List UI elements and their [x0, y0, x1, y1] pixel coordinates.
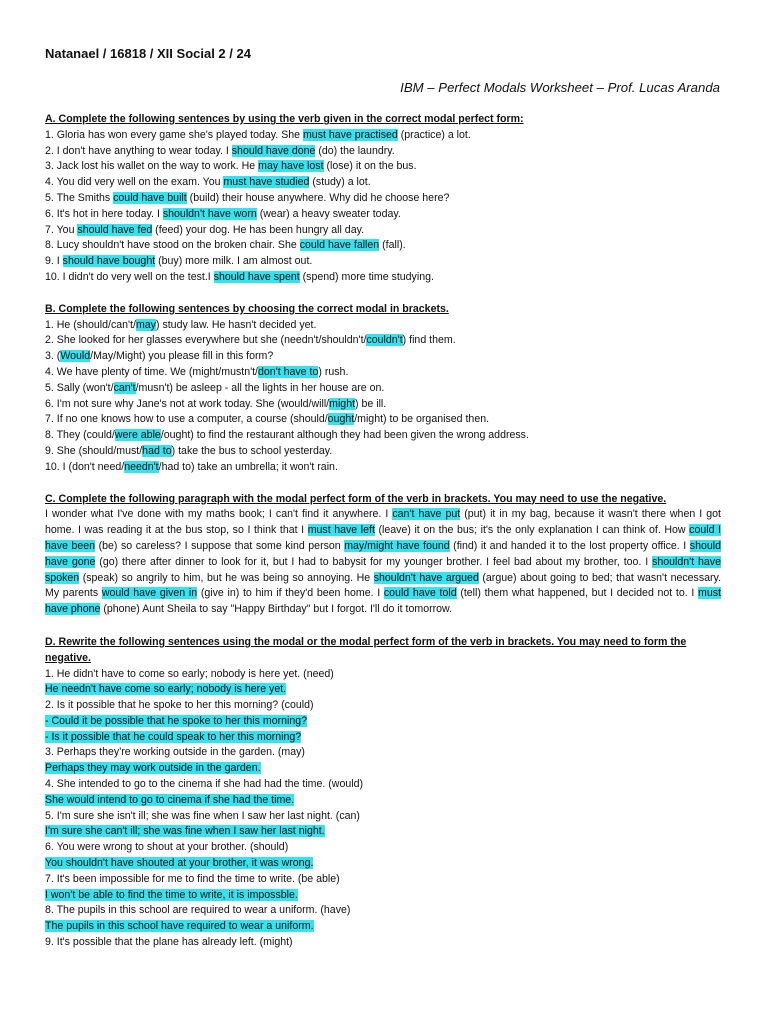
worksheet-title: IBM – Perfect Modals Worksheet – Prof. Lucas Aranda [400, 80, 720, 95]
section-b-items [45, 318, 721, 476]
highlighted-answer: could have told [383, 587, 457, 600]
sentence-text: (be) so careless? I suppose that some kind person [95, 539, 345, 552]
sentence-text: (wear) a heavy sweater today. [256, 207, 401, 220]
section-a [45, 112, 721, 286]
section-b-heading: B. Complete the following sentences by choosing the correct modal in brackets. [45, 302, 449, 315]
sentence-text: 1. He (should/can't/ [45, 318, 136, 331]
sentence-text: 4. You did very well on the exam. You [45, 176, 224, 189]
list-item [45, 349, 721, 365]
list-item [45, 159, 721, 175]
sentence-text: 9. I [45, 255, 63, 268]
highlighted-answer: may have lost [258, 160, 324, 173]
sentence-text: ) be ill. [355, 397, 387, 410]
list-item [45, 381, 721, 397]
list-item [45, 809, 721, 825]
highlighted-answer: must have studied [223, 176, 310, 189]
sentence-text: 4. We have plenty of time. We (might/mustn't/ [45, 365, 259, 378]
highlighted-answer: I'm sure she can't ill; she was fine when I saw her last night. [45, 825, 325, 838]
sentence-text: (tell) them what happened, but I decided not to. I [456, 587, 699, 600]
highlighted-answer: must have phone [45, 587, 722, 616]
sentence-text: (find) it and handed it to the lost property office. I [449, 539, 690, 552]
sentence-text: 5. Sally (won't/ [45, 381, 114, 394]
sentence-text: 2. I don't have anything to wear today. I [45, 144, 232, 157]
highlighted-answer: don't have to [258, 365, 319, 378]
sentence-text: 8. Lucy shouldn't have stood on the broken chair. She [45, 239, 300, 252]
sentence-text: (feed) your dog. He has been hungry all day. [152, 223, 365, 236]
list-item [45, 223, 721, 239]
highlighted-answer: had to [142, 444, 172, 457]
highlighted-answer: - Could it be possible that he spoke to her this morning? [45, 714, 308, 727]
sentence-text: (buy) more milk. I am almost out. [155, 255, 313, 268]
list-item [45, 333, 721, 349]
list-item [45, 777, 721, 793]
list-item [45, 714, 721, 730]
section-d-items [45, 667, 721, 951]
sentence-text: 10. I (don't need/ [45, 460, 125, 473]
highlighted-answer: Perhaps they may work outside in the garden. [45, 762, 261, 775]
sentence-text: 1. He didn't have to come so early; nobody is here yet. (need) [45, 667, 334, 680]
sentence-text: (put) it in my bag, because it wasn't there when I got home. I was reading it at the bus stop, so I think that I [45, 508, 721, 537]
sentence-text: (practice) a lot. [397, 128, 471, 141]
list-item [45, 919, 721, 935]
highlighted-answer: needn't [124, 460, 159, 473]
highlighted-answer: can't have put [392, 508, 461, 521]
sentence-text: 5. The Smiths [45, 191, 114, 204]
sentence-text: (argue) about going to bed; that wasn't necessary. My parents [45, 571, 722, 600]
sentence-text: (phone) Aunt Sheila to say "Happy Birthday" but I forgot. I'll do it tomorrow. [100, 603, 453, 616]
sentence-text: 10. I didn't do very well on the test.I [45, 270, 214, 283]
sentence-text: (lose) it on the bus. [323, 160, 417, 173]
list-item [45, 365, 721, 381]
highlighted-answer: should have fed [77, 223, 153, 236]
sentence-text: 4. She intended to go to the cinema if she had had the time. (would) [45, 778, 364, 791]
list-item [45, 397, 721, 413]
highlighted-answer: may/might have found [344, 539, 450, 552]
sentence-text: 6. You were wrong to shout at your brother. (should) [45, 841, 289, 854]
sentence-text: /May/Might) you please fill in this form? [90, 350, 274, 363]
section-c-heading: C. Complete the following paragraph with the modal perfect form of the verb in brackets. You may need to use the negative. [45, 492, 667, 505]
list-item [45, 428, 721, 444]
sentence-text: (do) the laundry. [315, 144, 395, 157]
sentence-text: /had to) take an umbrella; it won't rain. [158, 460, 338, 473]
list-item [45, 128, 721, 144]
sentence-text: 2. Is it possible that he spoke to her this morning? (could) [45, 699, 314, 712]
list-item [45, 730, 721, 746]
section-b [45, 302, 721, 476]
highlighted-answer: must have practised [302, 128, 398, 141]
highlighted-answer: The pupils in this school have required to wear a uniform. [45, 920, 314, 933]
sentence-text: 6. I'm not sure why Jane's not at work today. She (would/will/ [45, 397, 330, 410]
highlighted-answer: should have gone [45, 539, 721, 568]
section-d [45, 635, 721, 951]
sentence-text: 8. They (could/ [45, 429, 115, 442]
sentence-text: (go) there after dinner to look for it, but I had to babysit for my younger brother. I feel bad about my brother, too. I [95, 555, 653, 568]
sentence-text: /ought) to find the restaurant although they had been given the wrong address. [160, 429, 529, 442]
sentence-text: 7. It's been impossible for me to find the time to write. (be able) [45, 872, 340, 885]
highlighted-answer: might [329, 397, 356, 410]
highlighted-answer: You shouldn't have shouted at your brother, it was wrong. [45, 857, 314, 870]
sentence-text: 3. Perhaps they're working outside in the garden. (may) [45, 746, 305, 759]
highlighted-answer: He needn't have come so early; nobody is here yet. [45, 683, 287, 696]
highlighted-answer: couldn't [366, 334, 403, 347]
highlighted-answer: I won't be able to find the time to write, it is impossble. [45, 888, 298, 901]
sentence-text: (spend) more time studying. [299, 270, 434, 283]
sentence-text: ) find them. [402, 334, 456, 347]
worksheet-content [45, 112, 721, 951]
list-item [45, 824, 721, 840]
list-item [45, 840, 721, 856]
section-a-heading: A. Complete the following sentences by using the verb given in the correct modal perfect form: [45, 113, 524, 125]
sentence-text: 2. She looked for her glasses everywhere but she (needn't/shouldn't/ [45, 334, 367, 347]
sentence-text: ) rush. [318, 365, 349, 378]
highlighted-answer: - Is it possible that he could speak to her this morning? [45, 730, 302, 743]
sentence-text: 5. I'm sure she isn't ill; she was fine when I saw her last night. (can) [45, 809, 360, 822]
list-item [45, 270, 721, 286]
highlighted-answer: Would [60, 350, 91, 363]
sentence-text: (fall). [379, 239, 406, 252]
section-d-heading: D. Rewrite the following sentences using the modal or the modal perfect form of the verb in brackets. You may need to form the negative. [45, 635, 687, 664]
highlighted-answer: She would intend to go to cinema if she had the time. [45, 793, 295, 806]
sentence-text: (speak) so angrily to him, but he was being so annoying. He [79, 571, 374, 584]
section-c [45, 492, 721, 618]
highlighted-answer: should have bought [62, 255, 156, 268]
sentence-text: I wonder what I've done with my maths book; I can't find it anywhere. I [45, 508, 393, 521]
list-item [45, 318, 721, 334]
list-item [45, 254, 721, 270]
sentence-text: 9. She (should/must/ [45, 444, 143, 457]
sentence-text: (give in) to him if they'd been home. I [197, 587, 384, 600]
list-item [45, 761, 721, 777]
list-item [45, 412, 721, 428]
sentence-text: (build) their house anywhere. Why did he choose here? [186, 191, 450, 204]
sentence-text: 6. It's hot in here today. I [45, 207, 163, 220]
section-c-paragraph [45, 507, 721, 618]
highlighted-answer: shouldn't have argued [373, 571, 479, 584]
sentence-text: /musn't) be asleep - all the lights in her house are on. [135, 381, 385, 394]
list-item [45, 207, 721, 223]
list-item [45, 888, 721, 904]
highlighted-answer: could have fallen [299, 239, 380, 252]
list-item [45, 144, 721, 160]
sentence-text: 7. If no one knows how to use a computer, a course (should/ [45, 413, 328, 426]
list-item [45, 872, 721, 888]
list-item [45, 903, 721, 919]
list-item [45, 856, 721, 872]
highlighted-answer: shouldn't have worn [162, 207, 257, 220]
list-item [45, 745, 721, 761]
highlighted-answer: ought [327, 413, 355, 426]
sentence-text: ) study law. He hasn't decided yet. [155, 318, 317, 331]
list-item [45, 191, 721, 207]
highlighted-answer: could I have been [45, 524, 721, 552]
sentence-text: (leave) it on the bus; it's the only explanation I can think of. How [374, 524, 690, 537]
highlighted-answer: must have left [307, 524, 375, 537]
highlighted-answer: shouldn't have spoken [45, 555, 721, 584]
highlighted-answer: may [135, 318, 156, 331]
section-a-items [45, 128, 721, 286]
list-item [45, 667, 721, 683]
list-item [45, 175, 721, 191]
student-info: Natanael / 16818 / XII Social 2 / 24 [45, 46, 251, 61]
list-item [45, 238, 721, 254]
highlighted-answer: were able [114, 429, 161, 442]
sentence-text: ) take the bus to school yesterday. [171, 444, 333, 457]
sentence-text: 1. Gloria has won every game she's played today. She [45, 128, 303, 141]
list-item [45, 444, 721, 460]
sentence-text: 7. You [45, 223, 78, 236]
list-item [45, 682, 721, 698]
highlighted-answer: could have built [113, 191, 187, 204]
list-item [45, 793, 721, 809]
sentence-text: (study) a lot. [309, 176, 371, 189]
highlighted-answer: would have given in [101, 587, 198, 600]
sentence-text: 9. It's possible that the plane has already left. (might) [45, 936, 293, 949]
highlighted-answer: should have done [231, 144, 316, 157]
highlighted-answer: should have spent [213, 270, 300, 283]
list-item [45, 460, 721, 476]
sentence-text: /might) to be organised then. [354, 413, 490, 426]
list-item [45, 935, 721, 951]
sentence-text: 3. Jack lost his wallet on the way to work. He [45, 160, 259, 173]
list-item [45, 698, 721, 714]
sentence-text: 8. The pupils in this school are required to wear a uniform. (have) [45, 904, 351, 917]
sentence-text: 3. ( [45, 350, 61, 363]
highlighted-answer: can't [113, 381, 136, 394]
